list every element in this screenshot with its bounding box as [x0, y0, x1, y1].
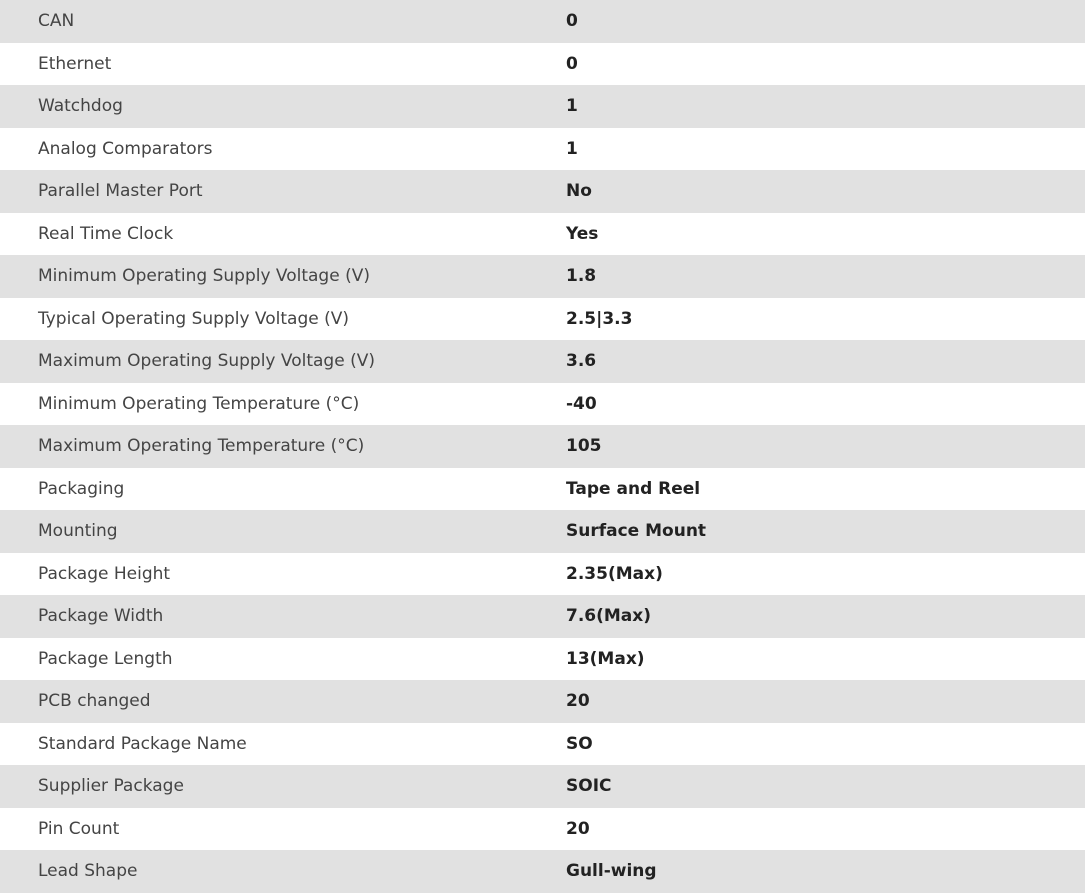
- spec-row-standard-package-name: [0, 723, 1085, 766]
- spec-value: 7.6(Max): [566, 606, 652, 627]
- spec-value: SOIC: [566, 776, 612, 797]
- spec-label: Supplier Package: [38, 776, 184, 797]
- spec-label: Lead Shape: [38, 861, 138, 882]
- spec-value: 20: [566, 691, 590, 712]
- spec-label: Minimum Operating Supply Voltage (V): [38, 266, 370, 287]
- spec-row-ethernet: [0, 43, 1085, 86]
- spec-row-package-length: [0, 638, 1085, 681]
- spec-value: 105: [566, 436, 602, 457]
- spec-label: PCB changed: [38, 691, 151, 712]
- spec-row-lead-shape: [0, 850, 1085, 893]
- spec-label: Packaging: [38, 478, 125, 499]
- spec-label: Maximum Operating Supply Voltage (V): [38, 351, 375, 372]
- spec-row-pcb-changed: [0, 680, 1085, 723]
- spec-label: Package Length: [38, 648, 173, 669]
- spec-value: Gull-wing: [566, 861, 657, 882]
- spec-label: Typical Operating Supply Voltage (V): [38, 308, 349, 329]
- spec-row-real-time-clock: [0, 213, 1085, 256]
- spec-row-analog-comparators: [0, 128, 1085, 171]
- spec-label: Analog Comparators: [38, 138, 213, 159]
- spec-value: 1: [566, 96, 578, 117]
- spec-row-max-supply-voltage: [0, 340, 1085, 383]
- spec-value: -40: [566, 393, 597, 414]
- spec-label: Watchdog: [38, 96, 123, 117]
- spec-value: 3.6: [566, 351, 597, 372]
- spec-label: Package Height: [38, 563, 171, 584]
- spec-label: Parallel Master Port: [38, 181, 203, 202]
- spec-value: 2.35(Max): [566, 563, 663, 584]
- spec-value: Yes: [566, 223, 599, 244]
- spec-row-package-width: [0, 595, 1085, 638]
- spec-row-pin-count: [0, 808, 1085, 851]
- spec-label: Mounting: [38, 521, 118, 542]
- spec-label: Maximum Operating Temperature (°C): [38, 436, 365, 457]
- spec-value: 1.8: [566, 266, 597, 287]
- spec-row-min-supply-voltage: [0, 255, 1085, 298]
- spec-label: Real Time Clock: [38, 223, 174, 244]
- spec-row-parallel-master-port: [0, 170, 1085, 213]
- spec-row-max-temperature: [0, 425, 1085, 468]
- spec-label: Pin Count: [38, 818, 120, 839]
- spec-row-can: [0, 0, 1085, 43]
- spec-row-packaging: [0, 468, 1085, 511]
- spec-row-mounting: [0, 510, 1085, 553]
- spec-label: Standard Package Name: [38, 733, 247, 754]
- spec-value: 20: [566, 818, 590, 839]
- spec-row-package-height: [0, 553, 1085, 596]
- spec-label: Ethernet: [38, 53, 112, 74]
- spec-row-watchdog: [0, 85, 1085, 128]
- spec-value: 0: [566, 11, 578, 32]
- spec-label: Minimum Operating Temperature (°C): [38, 393, 360, 414]
- spec-row-min-temperature: [0, 383, 1085, 426]
- spec-label: Package Width: [38, 606, 164, 627]
- spec-label: CAN: [38, 11, 75, 32]
- spec-value: 0: [566, 53, 578, 74]
- spec-value: 1: [566, 138, 578, 159]
- spec-value: Tape and Reel: [566, 478, 701, 499]
- spec-row-supplier-package: [0, 765, 1085, 808]
- spec-value: Surface Mount: [566, 521, 707, 542]
- spec-value: 2.5|3.3: [566, 308, 633, 329]
- spec-row-typical-supply-voltage: [0, 298, 1085, 341]
- spec-value: 13(Max): [566, 648, 645, 669]
- spec-value: SO: [566, 733, 593, 754]
- spec-value: No: [566, 181, 592, 202]
